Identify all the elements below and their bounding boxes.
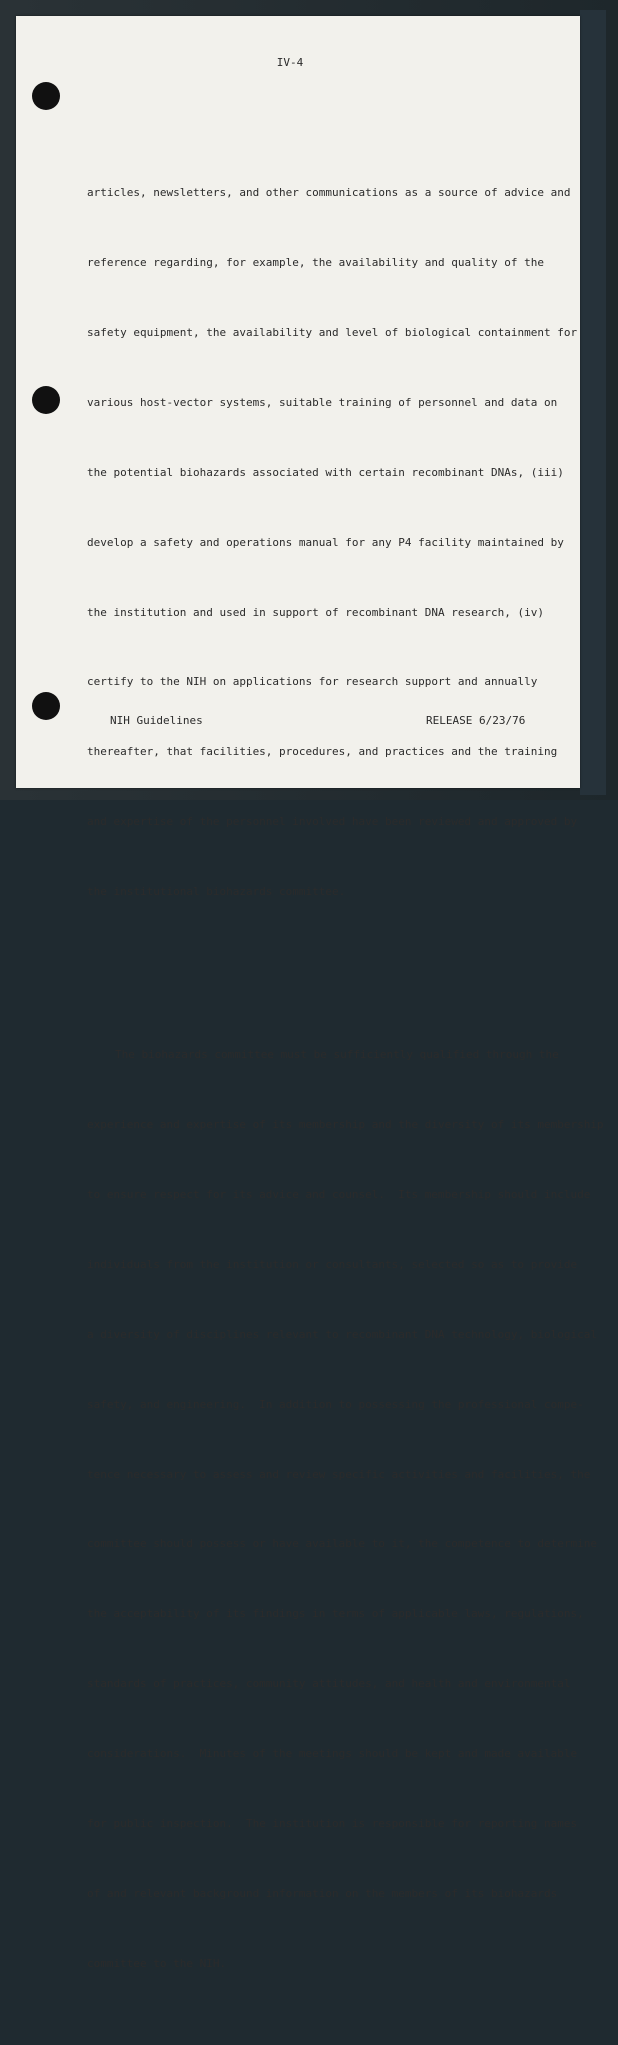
document-body xyxy=(87,88,604,2045)
text-line: to ensure respect for its advice and counsel. Its membership should include xyxy=(87,1187,591,1201)
footer-release-date: RELEASE 6/23/76 xyxy=(426,714,526,727)
punch-hole-bottom xyxy=(32,692,60,720)
text-line: experience and expertise of its membership and the diversity of its membership xyxy=(87,1118,604,1132)
text-line: safety, and engineering. In addition to possessing the professional compe- xyxy=(87,1397,584,1411)
text-line: various host-vector systems, suitable training of personnel and data on xyxy=(87,395,558,409)
text-line: the institution and used in support of recombinant DNA research, (iv) xyxy=(87,605,544,619)
text-line: thereafter, that facilities, procedures, and practices and the training xyxy=(87,745,558,759)
text-line: the institutional biohazards committee. xyxy=(87,885,346,899)
text-line: a diversity of disciplines relevant to recombinant DNA technology, biological xyxy=(87,1327,597,1341)
paragraph-1 xyxy=(87,135,578,950)
text-line: tence necessary to assess and review specific activities and facilities, the xyxy=(87,1467,591,1481)
footer-source: NIH Guidelines xyxy=(110,714,203,727)
text-line: the acceptability of its findings in terms of applicable laws, regulations, xyxy=(87,1607,584,1621)
text-line: for public inspection. The institution is responsible for reporting names xyxy=(87,1816,578,1830)
text-line: The biohazards committee must be sufficiently qualified through the xyxy=(115,1048,559,1062)
paragraph-2 xyxy=(87,997,604,2022)
text-line: certify to the NIH on applications for research support and annually xyxy=(87,675,538,689)
text-line: individuals from the institution or consultants, selected so as to provide xyxy=(87,1257,578,1271)
text-line: and expertise of the personnel involved have been reviewed and approved by xyxy=(87,815,578,829)
text-line: committee should possess or have available to it, the competence to determine xyxy=(87,1537,597,1551)
text-line: the potential biohazards associated with certain recombinant DNAs, (iii) xyxy=(87,465,564,479)
text-line: committee to the NIH. xyxy=(87,1956,227,1970)
page-number: IV-4 xyxy=(276,56,304,69)
text-line: reference regarding, for example, the availability and quality of the xyxy=(87,256,544,270)
text-line: safety equipment, the availability and level of biological containment for xyxy=(87,325,578,339)
text-line: articles, newsletters, and other communications as a source of advice and xyxy=(87,186,571,200)
binder-edge xyxy=(580,10,606,795)
text-line: of and relevant background information on the members of its biohazards xyxy=(87,1886,558,1900)
text-line: develop a safety and operations manual for any P4 facility maintained by xyxy=(87,535,564,549)
text-line: standards of practices, community attitudes, and health and environmental xyxy=(87,1677,571,1691)
punch-hole-top xyxy=(32,82,60,110)
text-line: considerations. Minutes of the meetings should be kept and made available xyxy=(87,1747,578,1761)
punch-hole-middle xyxy=(32,386,60,414)
